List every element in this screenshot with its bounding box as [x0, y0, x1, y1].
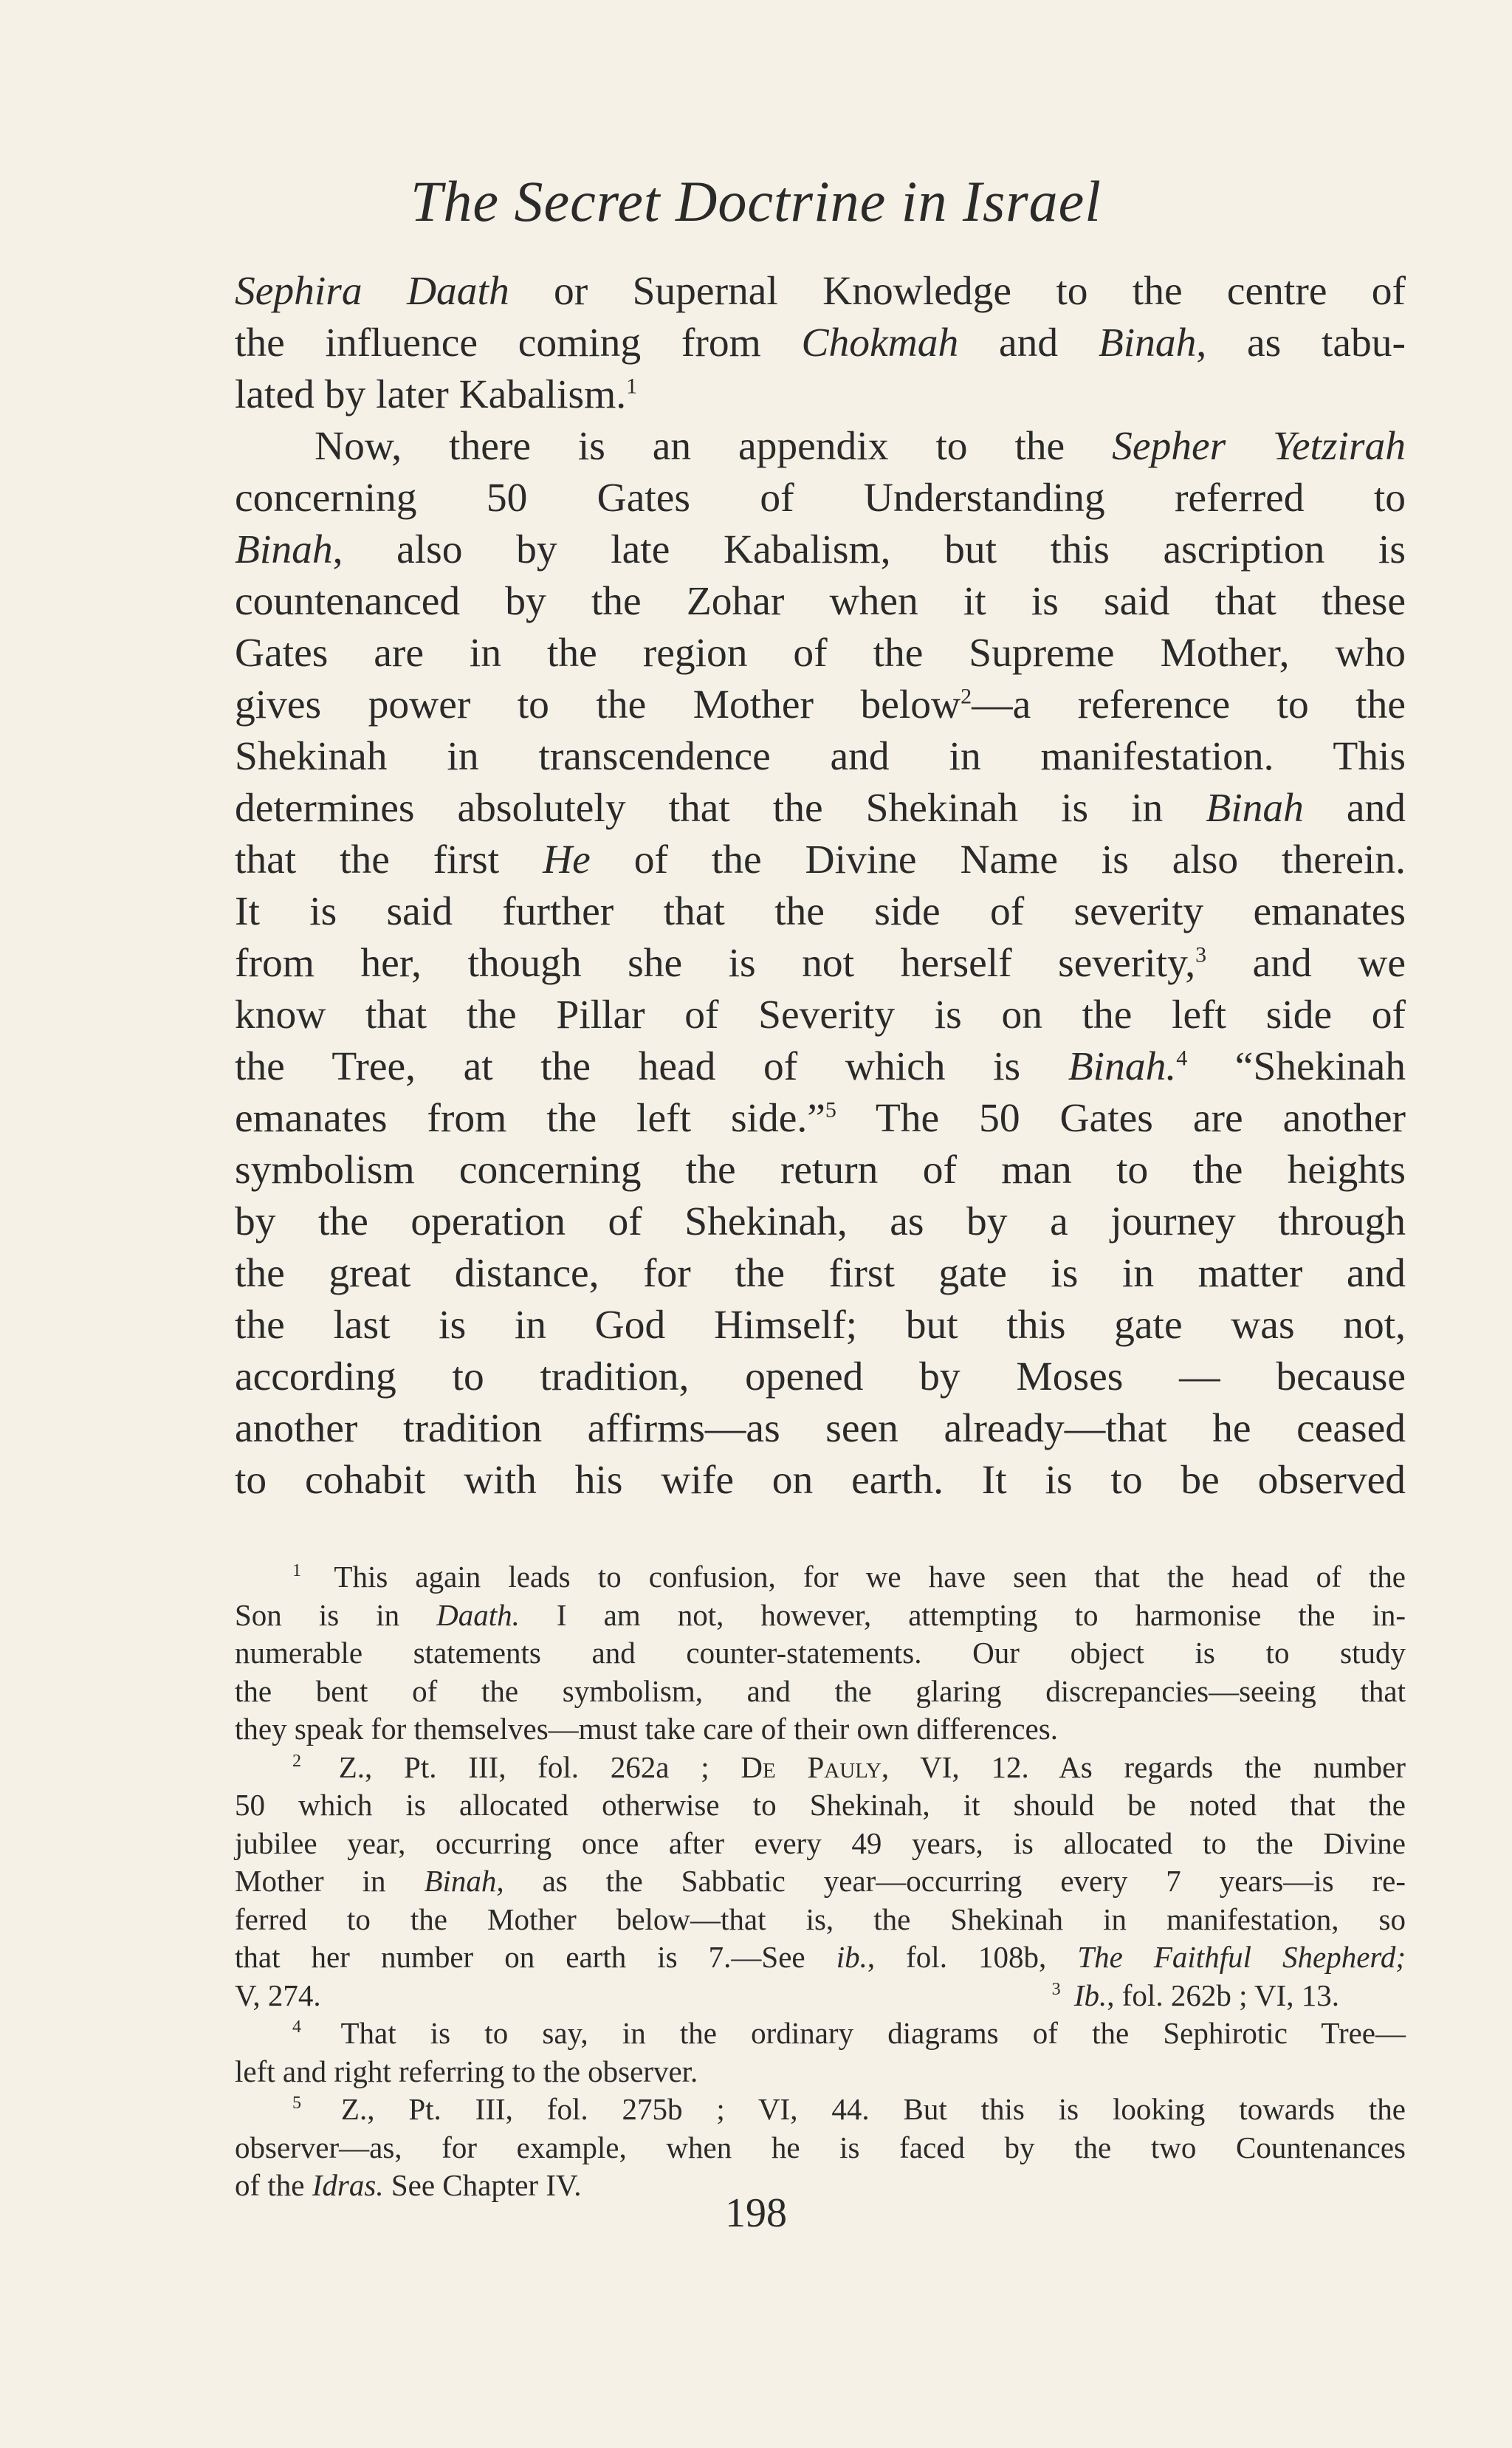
- body-line: gives power to the Mother below$^2$—a reference to the: [235, 682, 1406, 727]
- running-head-title: The Secret Doctrine in Israel: [410, 169, 1102, 233]
- body-line: Shekinah in transcendence and in manifestation. This: [235, 734, 1406, 779]
- footnote-line: numerable statements and counter-statements. Our object is to study: [235, 1636, 1406, 1670]
- footnote-line: Son is in Daath. I am not, however, attempting to harmonise the in-: [235, 1597, 1406, 1632]
- footnote-line: that her number on earth is 7.—See ib., fol. 108b, The Faithful Shepherd;: [235, 1940, 1406, 1974]
- body-line: symbolism concerning the return of man to the heights: [235, 1148, 1406, 1193]
- body-line: by the operation of Shekinah, as by a journey through: [235, 1199, 1406, 1244]
- footnote-line: observer—as, for example, when he is faced by the two Countenances: [235, 2130, 1406, 2164]
- body-line: to cohabit with his wife on earth. It is to be observed: [235, 1458, 1406, 1503]
- body-line: the influence coming from Chokmah and Binah, as tabu-: [235, 320, 1406, 366]
- body-line: Sephira Daath or Supernal Knowledge to the centre of: [235, 269, 1406, 314]
- footnote-line: 50 which is allocated otherwise to Shekinah, it should be noted that the: [235, 1788, 1406, 1822]
- footnote-line: ferred to the Mother below—that is, the Shekinah in manifestation, so: [235, 1902, 1406, 1936]
- footnote-number: 5: [292, 2094, 301, 2113]
- footnote-line: the bent of the symbolism, and the glaring discrepancies—seeing that: [235, 1673, 1406, 1708]
- footnote-ref: 5: [825, 1097, 836, 1122]
- body-line: countenanced by the Zohar when it is said that these: [235, 579, 1406, 624]
- page-number: 198: [725, 2190, 787, 2236]
- footnotes: [235, 1558, 1406, 2205]
- body-line: Gates are in the region of the Supreme Mother, who: [235, 631, 1406, 676]
- body-line: concerning 50 Gates of Understanding referred to: [235, 476, 1406, 521]
- body-line: Now, there is an appendix to the Sepher Yetzirah: [315, 424, 1406, 469]
- footnote-line: jubilee year, occurring once after every 49 years, is allocated to the Divine: [235, 1825, 1406, 1860]
- footnote-number: 3: [1051, 1979, 1061, 1999]
- body-line: determines absolutely that the Shekinah is in Binah and: [235, 786, 1406, 831]
- footnote-ref: 3: [1195, 942, 1207, 967]
- body-line: the Tree, at the head of which is Binah.$^4$ “Shekinah: [235, 1044, 1406, 1089]
- footnote-number: 2: [292, 1751, 301, 1771]
- body-line: from her, though she is not herself severity,$^3$ and we: [235, 941, 1406, 986]
- body-line: Binah, also by late Kabalism, but this ascription is: [235, 527, 1406, 572]
- body-line: another tradition affirms—as seen already—that he ceased: [235, 1406, 1406, 1451]
- body-line: according to tradition, opened by Moses — because: [235, 1354, 1406, 1399]
- footnote-number: 4: [292, 2017, 301, 2037]
- footnote-line: V, 274. $^3$ Ib., fol. 262b ; VI, 13.: [235, 1978, 1339, 2012]
- footnote-number: 1: [292, 1561, 301, 1581]
- footnote-line: $^2$ Z., Pt. III, fol. 262a ; De Pauly, VI, 12. As regards the number: [292, 1749, 1406, 1784]
- body-line: lated by later Kabalism.$^1$: [235, 372, 638, 417]
- body-line: that the first He of the Divine Name is also therein.: [235, 837, 1406, 882]
- body-text: [235, 266, 1406, 1506]
- footnote-line: of the Idras. See Chapter IV.: [235, 2168, 582, 2202]
- body-line: know that the Pillar of Severity is on the left side of: [235, 992, 1406, 1038]
- footnote-ref: 1: [626, 374, 638, 399]
- footnote-ref: 2: [961, 684, 972, 709]
- body-line: emanates from the left side.”$^5$ The 50 Gates are another: [235, 1096, 1406, 1141]
- footnote-line: $^1$ This again leads to confusion, for we have seen that the head of the: [292, 1560, 1406, 1594]
- footnote-line: Mother in Binah, as the Sabbatic year—occurring every 7 years—is re-: [235, 1864, 1406, 1898]
- footnote-ref: 4: [1176, 1046, 1188, 1071]
- footnote-line: $^4$ That is to say, in the ordinary diagrams of the Sephirotic Tree—: [292, 2016, 1406, 2050]
- footnote-line: left and right referring to the observer.: [235, 2054, 698, 2088]
- footnote-line: they speak for themselves—must take care of their own differences.: [235, 1712, 1058, 1746]
- footnote-line: $^5$ Z., Pt. III, fol. 275b ; VI, 44. But this is looking towards the: [292, 2092, 1406, 2126]
- body-line: It is said further that the side of severity emanates: [235, 889, 1406, 934]
- body-line: the last is in God Himself; but this gate was not,: [235, 1303, 1406, 1348]
- body-line: the great distance, for the first gate is in matter and: [235, 1251, 1406, 1296]
